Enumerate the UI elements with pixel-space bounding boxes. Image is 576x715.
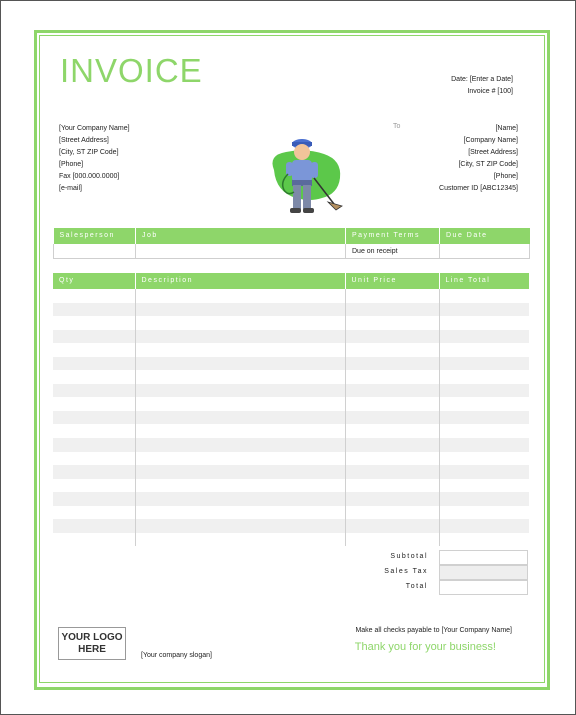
header-unit-price: Unit Price [345,273,439,289]
table-row [53,424,529,438]
description-cell[interactable] [135,384,345,398]
table-row [53,506,529,520]
qty-cell[interactable] [53,424,135,438]
job-table-header [54,228,530,244]
table-row [53,303,529,317]
line-total-cell[interactable] [439,438,529,452]
unit-price-cell[interactable] [345,465,439,479]
qty-cell[interactable] [53,438,135,452]
description-cell[interactable] [135,492,345,506]
date-field[interactable]: Date: [Enter a Date] [451,76,513,83]
description-cell[interactable] [135,343,345,357]
header-salesperson: Salesperson [54,228,136,244]
qty-cell[interactable] [53,492,135,506]
mascot-illustration [266,130,348,216]
table-row [53,465,529,479]
items-table-header [53,273,529,289]
qty-cell[interactable] [53,479,135,493]
due-date-cell[interactable] [440,244,530,259]
table-row [53,438,529,452]
description-cell[interactable] [135,465,345,479]
line-total-cell[interactable] [439,303,529,317]
description-cell[interactable] [135,397,345,411]
subtotal-label: Subtotal [390,553,428,560]
table-row [53,397,529,411]
unit-price-cell[interactable] [345,370,439,384]
total-value[interactable] [439,580,528,595]
description-cell[interactable] [135,424,345,438]
unit-price-cell[interactable] [345,303,439,317]
description-cell[interactable] [135,506,345,520]
table-row [53,519,529,533]
qty-cell[interactable] [53,411,135,425]
description-cell[interactable] [135,411,345,425]
total-row [340,580,529,595]
line-total-cell[interactable] [439,424,529,438]
description-cell[interactable] [135,289,345,303]
description-cell[interactable] [135,316,345,330]
company-street[interactable]: [Street Address] [59,137,109,144]
invoice-meta [451,74,513,98]
company-slogan[interactable]: [Your company slogan] [141,652,212,659]
to-label: To [393,123,401,130]
unit-price-cell[interactable] [345,438,439,452]
company-city[interactable]: [City, ST ZIP Code] [59,149,119,156]
description-cell[interactable] [135,330,345,344]
unit-price-cell[interactable] [345,397,439,411]
bill-to-street[interactable]: [Street Address] [468,149,518,156]
sales-tax-label: Sales Tax [384,568,428,575]
unit-price-cell[interactable] [345,289,439,303]
bill-to-info [439,123,518,195]
job-table-row [54,244,530,259]
table-row [53,370,529,384]
qty-cell[interactable] [53,357,135,371]
job-table [53,228,530,259]
qty-cell[interactable] [53,384,135,398]
unit-price-cell[interactable] [345,492,439,506]
sales-tax-value[interactable] [439,565,528,580]
table-row [53,452,529,466]
unit-price-cell[interactable] [345,330,439,344]
unit-price-cell[interactable] [345,533,439,547]
checks-payable-note: Make all checks payable to [Your Company Name] [355,627,512,634]
qty-cell[interactable] [53,289,135,303]
header-description: Description [135,273,345,289]
line-total-cell[interactable] [439,343,529,357]
description-cell[interactable] [135,479,345,493]
unit-price-cell[interactable] [345,411,439,425]
company-email[interactable]: [e-mail] [59,185,82,192]
unit-price-cell[interactable] [345,343,439,357]
table-row [53,289,529,303]
bill-to-company[interactable]: [Company Name] [463,137,518,144]
unit-price-cell[interactable] [345,384,439,398]
line-total-cell[interactable] [439,519,529,533]
qty-cell[interactable] [53,452,135,466]
unit-price-cell[interactable] [345,424,439,438]
bill-to-name[interactable]: [Name] [495,125,518,132]
qty-cell[interactable] [53,343,135,357]
company-info [59,123,130,195]
company-phone[interactable]: [Phone] [59,161,84,168]
line-total-cell[interactable] [439,492,529,506]
qty-cell[interactable] [53,533,135,547]
header-job: Job [136,228,346,244]
description-cell[interactable] [135,533,345,547]
unit-price-cell[interactable] [345,506,439,520]
qty-cell[interactable] [53,519,135,533]
qty-cell[interactable] [53,397,135,411]
subtotal-value[interactable] [439,550,528,565]
line-total-cell[interactable] [439,330,529,344]
unit-price-cell[interactable] [345,316,439,330]
thank-you-message: Thank you for your business! [354,641,496,653]
logo-placeholder[interactable] [58,627,126,660]
qty-cell[interactable] [53,330,135,344]
customer-id[interactable]: Customer ID [ABC12345] [439,185,518,192]
table-row [53,330,529,344]
line-total-cell[interactable] [439,316,529,330]
line-total-cell[interactable] [439,357,529,371]
logo-line-2: HERE [78,644,106,655]
subtotal-row [340,550,529,565]
salesperson-cell[interactable] [54,244,136,259]
table-row [53,384,529,398]
invoice-title: INVOICE [60,52,203,89]
header-line-total: Line Total [439,273,529,289]
description-cell[interactable] [135,357,345,371]
line-total-cell[interactable] [439,479,529,493]
line-total-cell[interactable] [439,289,529,303]
header-due-date: Due Date [440,228,530,244]
description-cell[interactable] [135,519,345,533]
qty-cell[interactable] [53,370,135,384]
description-cell[interactable] [135,303,345,317]
line-total-cell[interactable] [439,465,529,479]
description-cell[interactable] [135,370,345,384]
table-row [53,533,529,547]
unit-price-cell[interactable] [345,452,439,466]
qty-cell[interactable] [53,506,135,520]
line-total-cell[interactable] [439,370,529,384]
unit-price-cell[interactable] [345,479,439,493]
line-total-cell[interactable] [439,506,529,520]
job-cell[interactable] [136,244,346,259]
table-row [53,411,529,425]
sales-tax-row [340,565,529,580]
header-qty: Qty [53,273,135,289]
items-table [53,273,529,546]
header-payment-terms: Payment Terms [346,228,440,244]
unit-price-cell[interactable] [345,357,439,371]
line-total-cell[interactable] [439,397,529,411]
line-total-cell[interactable] [439,533,529,547]
payment-terms-cell[interactable]: Due on receipt [346,244,440,259]
unit-price-cell[interactable] [345,519,439,533]
company-fax[interactable]: Fax [000.000.0000] [59,173,120,180]
logo-line-1: YOUR LOGO [61,632,123,643]
total-label: Total [405,583,428,590]
line-total-cell[interactable] [439,452,529,466]
qty-cell[interactable] [53,316,135,330]
table-row [53,357,529,371]
totals-section [340,550,529,595]
description-cell[interactable] [135,452,345,466]
description-cell[interactable] [135,438,345,452]
table-row [53,343,529,357]
table-row [53,479,529,493]
table-row [53,492,529,506]
company-name[interactable]: [Your Company Name] [59,125,130,132]
bill-to-city[interactable]: [City, ST ZIP Code] [458,161,518,168]
bill-to-phone[interactable]: [Phone] [493,173,518,180]
invoice-number-field[interactable]: Invoice # [100] [467,88,513,95]
table-row [53,316,529,330]
line-total-cell[interactable] [439,384,529,398]
line-total-cell[interactable] [439,411,529,425]
qty-cell[interactable] [53,465,135,479]
qty-cell[interactable] [53,303,135,317]
